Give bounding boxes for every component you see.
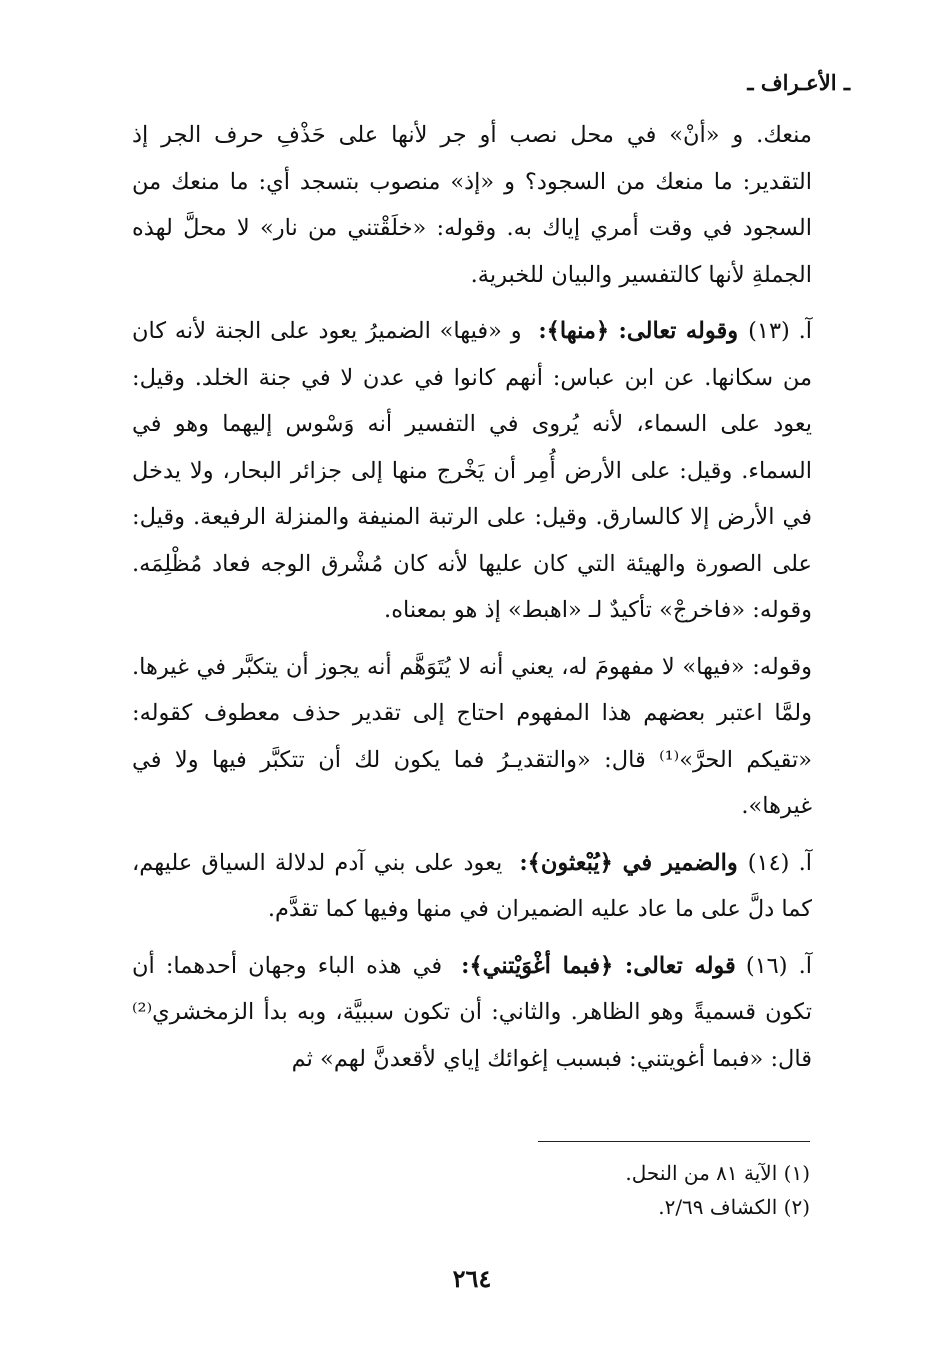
paragraph-verse-14 — [132, 840, 812, 933]
paragraph-verse-13 — [132, 308, 812, 634]
verse-heading: والضمير في ﴿يُبْعثون﴾: — [519, 849, 738, 876]
paragraph-2-text: و «فيها» الضميرُ يعود على الجنة لأنه كان من سكانها. عن ابن عباس: أنهم كانوا في عدن لا في جنة الخلد. وقيل: يعود على السماء، لأنه يُروى في التفسير أنه وَسْوس إليهما وهو في السماء. وقيل: على الأرض أُمِر أن يَخْرج منها إلى جزائر البحار، ولا يدخل في الأرض إلا كالسارق. وقيل: على الرتبة المنيفة والمنزلة الرفيعة. وقيل: على الصورة والهيئة التي كان عليها لأنه كان مُشْرق الوجه فعاد مُظْلِمَه. وقوله: «فاخرجْ» تأكيدٌ لـ «اهبط» إذ هو بمعناه. — [132, 318, 812, 623]
footnote-2: (٢) الكشاف ٢/٦٩. — [658, 1195, 810, 1219]
verse-ref: آ. (١٤) — [747, 849, 812, 876]
footnotes — [410, 1156, 810, 1224]
footnote-1: (١) الآية ٨١ من النحل. — [625, 1161, 810, 1185]
paragraph-1 — [132, 112, 812, 298]
main-text — [132, 112, 812, 1082]
verse-ref: آ. (١٦) — [745, 952, 812, 979]
paragraph-1-text: منعك. و «أنْ» في محل نصب أو جر لأنها على حَذْفِ حرف الجر إذ التقدير: ما منعك من السجود؟ و «إذ» منصوب بتسجد أي: ما منعك من السجود في وقت أمري إياك به. وقوله: «خلَقْتني من نار» لا محلَّ لهذه الجملةِ لأنها كالتفسير والبيان للخبرية. — [132, 122, 812, 288]
paragraph-4-text: يعود على بني آدم لدلالة السياق عليهم، كما دلَّ على ما عاد عليه الضميران في منها وفيها كما تقدَّم. — [132, 849, 812, 922]
footnote-divider — [538, 1141, 810, 1142]
paragraph-5-text: في هذه الباء وجهان أحدهما: أن تكون قسميةً وهو الظاهر. والثاني: أن تكون سببيَّة، وبه بدأ الزمخشري⁽²⁾ قال: «فبما أغويتني: فبسبب إغوائك إياي لأقعدنَّ لهم» ثم — [132, 952, 812, 1072]
verse-heading: قوله تعالى: ﴿فبما أغْوَيْتني﴾: — [461, 952, 736, 979]
paragraph-3-text: وقوله: «فيها» لا مفهومَ له، يعني أنه لا يُتَوَهَّم أنه يجوز أن يتكبَّر في غيرها. ولمَّا اعتبر بعضهم هذا المفهوم احتاج إلى تقدير حذف معطوف كقوله: «تقيكم الحرَّ»⁽¹⁾ قال: «والتقديـرُ فما يكون لك أن تتكبَّر فيها ولا في غيرها». — [132, 653, 812, 819]
page-number: ٢٦٤ — [452, 1264, 492, 1293]
running-header: ـ الأعـراف ـ — [747, 70, 850, 95]
paragraph-3 — [132, 644, 812, 830]
verse-ref: آ. (١٣) — [748, 318, 812, 344]
verse-heading: وقوله تعالى: ﴿منها﴾: — [538, 318, 739, 344]
paragraph-verse-16 — [132, 943, 812, 1083]
